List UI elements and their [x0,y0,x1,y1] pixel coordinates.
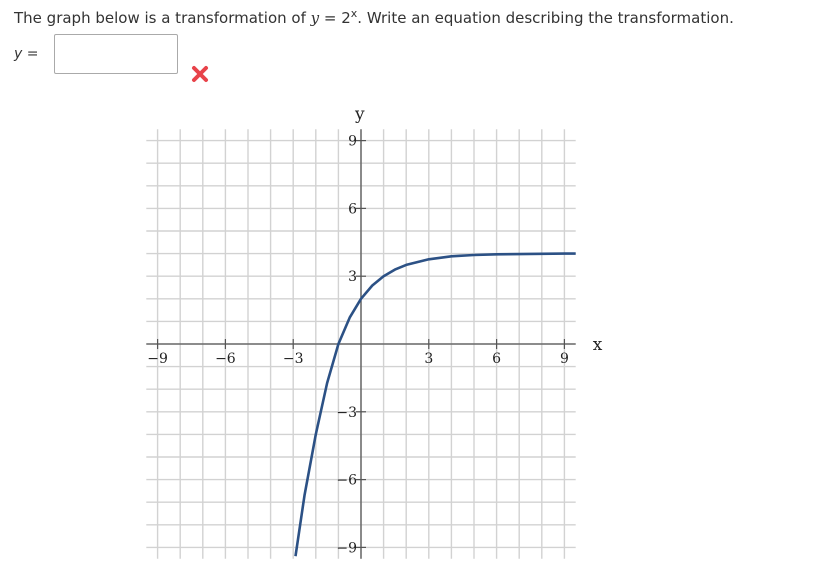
x-axis-label: x [592,335,603,355]
y-tick-label: −6 [336,472,357,489]
y-tick-label: 6 [348,201,357,218]
answer-label: y = [14,46,39,62]
question-prompt [14,7,734,27]
answer-input[interactable] [54,34,178,74]
prompt-text-after: . Write an equation describing the transformation. [357,9,734,27]
y-tick-label: −3 [336,404,357,421]
x-tick-label: 6 [492,351,502,367]
graph [140,105,610,565]
axes [146,129,575,558]
y-tick-label: 9 [348,133,357,150]
x-tick-label: 3 [424,351,434,367]
x-tick-label: 9 [559,351,569,367]
function-equals: = 2 [319,9,351,27]
y-tick-label: −9 [336,540,357,557]
x-mark-icon [190,64,210,84]
y-axis-label: y [355,105,365,125]
prompt-text-before: The graph below is a transformation of [14,9,311,27]
ticks [147,134,569,557]
x-tick-label: −9 [147,351,168,367]
x-tick-label: −3 [282,351,304,367]
y-tick-label: 3 [348,269,357,286]
function-lhs: y [310,9,320,27]
function-exponent: x [350,7,358,20]
x-tick-label: −6 [215,351,236,367]
